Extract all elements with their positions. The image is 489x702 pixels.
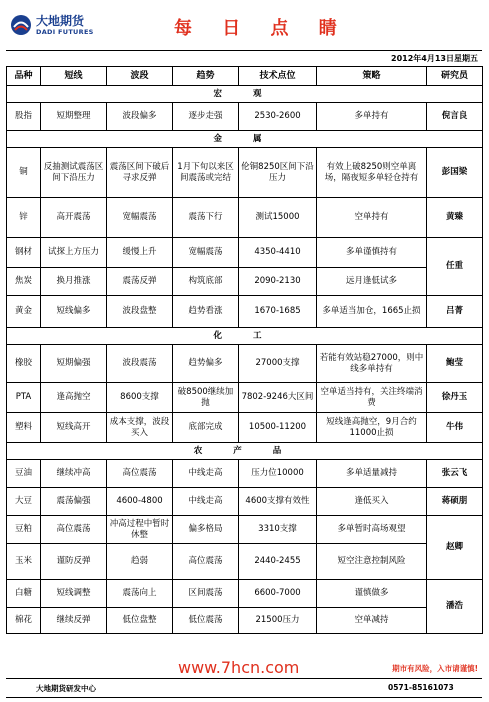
table-cell: 宽幅震荡 [107, 198, 173, 238]
table-cell: 2090-2130 [239, 268, 317, 296]
table-cell: 宽幅震荡 [173, 238, 239, 268]
report-title: 每 日 点 睛 [174, 18, 349, 39]
table-cell: 1670-1685 [239, 296, 317, 328]
table-cell: 焦炭 [7, 268, 41, 296]
table-cell: 测试15000 [239, 198, 317, 238]
table-cell: 10500-11200 [239, 413, 317, 443]
website-watermark: www.7hcn.com [178, 658, 300, 677]
analyst-cell: 吕菁 [427, 296, 483, 328]
table-cell: 7802-9246大区间 [239, 383, 317, 413]
table-cell: 震荡下行 [173, 198, 239, 238]
report-page [6, 4, 482, 698]
table-cell: 反抽测试震荡区间下沿压力 [41, 148, 107, 198]
table-row [7, 516, 483, 544]
table-cell: 中线走高 [173, 488, 239, 516]
table-cell: 大豆 [7, 488, 41, 516]
table-cell: 继续反弹 [41, 608, 107, 634]
table-cell: 豆油 [7, 460, 41, 488]
col-header: 策略 [317, 67, 427, 86]
table-cell: 2530-2600 [239, 103, 317, 131]
analyst-cell: 蒋硕朋 [427, 488, 483, 516]
table-cell: 低位震荡 [173, 608, 239, 634]
col-header: 趋势 [173, 67, 239, 86]
table-row [7, 345, 483, 383]
table-cell: 27000支撑 [239, 345, 317, 383]
table-cell: 多单适当加仓，1665止损 [317, 296, 427, 328]
table-cell: 短线高开 [41, 413, 107, 443]
analyst-cell: 潘浩 [427, 580, 483, 634]
table-cell: 换月推涨 [41, 268, 107, 296]
table-cell: 逢低买入 [317, 488, 427, 516]
table-cell: 远月逢低试多 [317, 268, 427, 296]
table-cell: 震荡区间下破后寻求反弹 [107, 148, 173, 198]
table-cell: 波段盘整 [107, 296, 173, 328]
table-cell: 21500压力 [239, 608, 317, 634]
table-cell: 股指 [7, 103, 41, 131]
table-cell: 有效上破8250则空单离场，隔夜短多单轻仓持有 [317, 148, 427, 198]
table-cell: 8600支撑 [107, 383, 173, 413]
table-cell: 冲高过程中暂时休整 [107, 516, 173, 544]
table-cell: 2440-2455 [239, 544, 317, 580]
analyst-cell: 黄臻 [427, 198, 483, 238]
table-cell: 短期偏强 [41, 345, 107, 383]
table-header-row [7, 67, 483, 86]
table-row [7, 238, 483, 268]
table-cell: 高位震荡 [173, 544, 239, 580]
table-cell: 震荡偏强 [41, 488, 107, 516]
table-cell: 玉米 [7, 544, 41, 580]
section-row [7, 86, 483, 103]
analyst-cell: 牛伟 [427, 413, 483, 443]
table-row [7, 296, 483, 328]
table-row [7, 413, 483, 443]
table-cell: 趋势偏多 [173, 345, 239, 383]
table-cell: 短线调整 [41, 580, 107, 608]
table-cell: 空单减持 [317, 608, 427, 634]
section-row [7, 131, 483, 148]
table-row [7, 383, 483, 413]
table-cell: 趋弱 [107, 544, 173, 580]
table-cell: 震荡向上 [107, 580, 173, 608]
analyst-cell: 彭国梁 [427, 148, 483, 198]
research-center-name: 大地期货研发中心 [36, 684, 96, 693]
logo-english-name: DADI FUTURES [36, 28, 94, 36]
analyst-cell: 张云飞 [427, 460, 483, 488]
report-date: 2012年4月13日星期五 [391, 54, 478, 63]
section-agri: 农 产 品 [7, 443, 483, 460]
table-row [7, 488, 483, 516]
col-header: 技术点位 [239, 67, 317, 86]
table-cell: 中线走高 [173, 460, 239, 488]
contact-phone: 0571-85161073 [388, 683, 454, 692]
table-cell: 区间震荡 [173, 580, 239, 608]
table-cell: 4600支撑有效性 [239, 488, 317, 516]
col-header: 波段 [107, 67, 173, 86]
table-row [7, 198, 483, 238]
table-cell: 4350-4410 [239, 238, 317, 268]
table-cell: 3310支撑 [239, 516, 317, 544]
table-cell: 塑料 [7, 413, 41, 443]
table-cell: 4600-4800 [107, 488, 173, 516]
table-cell: 低位盘整 [107, 608, 173, 634]
table-cell: 试探上方压力 [41, 238, 107, 268]
table-cell: 谨防反弹 [41, 544, 107, 580]
table-cell: 压力位10000 [239, 460, 317, 488]
table-cell: 短空注意控制风险 [317, 544, 427, 580]
table-cell: 铜 [7, 148, 41, 198]
table-cell: 逐步走强 [173, 103, 239, 131]
section-chemicals: 化 工 [7, 328, 483, 345]
report-footer [6, 678, 482, 698]
daily-strategy-table [6, 66, 483, 634]
table-cell: 豆粕 [7, 516, 41, 544]
table-cell: 高位震荡 [41, 516, 107, 544]
table-cell: 1月下旬以来区间震荡或完结 [173, 148, 239, 198]
analyst-cell: 赵卿 [427, 516, 483, 580]
table-cell: 黄金 [7, 296, 41, 328]
table-cell: 震荡反弹 [107, 268, 173, 296]
table-cell: 锌 [7, 198, 41, 238]
table-cell: 逢高抛空 [41, 383, 107, 413]
table-cell: 底部完成 [173, 413, 239, 443]
col-header: 品种 [7, 67, 41, 86]
table-cell: 空单适当持有，关注终端消费 [317, 383, 427, 413]
table-row [7, 460, 483, 488]
dadi-logo-icon [10, 14, 32, 36]
date-bar [6, 50, 482, 67]
section-row [7, 328, 483, 345]
table-cell: 继续冲高 [41, 460, 107, 488]
table-cell: 波段偏多 [107, 103, 173, 131]
analyst-cell: 鲍莹 [427, 345, 483, 383]
table-cell: 高位震荡 [107, 460, 173, 488]
table-cell: 橡胶 [7, 345, 41, 383]
table-cell: 钢材 [7, 238, 41, 268]
analyst-cell: 徐丹玉 [427, 383, 483, 413]
risk-disclaimer: 期市有风险，入市请谨慎! [392, 664, 478, 673]
report-header [6, 4, 482, 48]
table-cell: 若能有效站稳27000，则中线多单持有 [317, 345, 427, 383]
table-row [7, 608, 483, 634]
table-cell: 谨慎做多 [317, 580, 427, 608]
table-cell: 伦铜8250区间下沿压力 [239, 148, 317, 198]
table-cell: 成本支撑，波段买入 [107, 413, 173, 443]
company-logo [10, 12, 114, 42]
table-row [7, 148, 483, 198]
logo-chinese-name: 大地期货 [36, 14, 85, 28]
table-row [7, 268, 483, 296]
table-cell: 棉花 [7, 608, 41, 634]
table-cell: 破8500继续加抛 [173, 383, 239, 413]
table-cell: 高开震荡 [41, 198, 107, 238]
table-row [7, 544, 483, 580]
analyst-cell: 倪言良 [427, 103, 483, 131]
table-cell: 趋势看涨 [173, 296, 239, 328]
table-cell: 空单持有 [317, 198, 427, 238]
section-row [7, 443, 483, 460]
table-row [7, 103, 483, 131]
table-cell: 6600-7000 [239, 580, 317, 608]
table-cell: 缓慢上升 [107, 238, 173, 268]
table-row [7, 580, 483, 608]
table-cell: 构筑底部 [173, 268, 239, 296]
table-cell: 短线偏多 [41, 296, 107, 328]
table-cell: 多单谨慎持有 [317, 238, 427, 268]
col-header: 短线 [41, 67, 107, 86]
table-cell: 多单暂时高场观望 [317, 516, 427, 544]
section-macro: 宏 观 [7, 86, 483, 103]
table-cell: 多单适量减持 [317, 460, 427, 488]
table-cell: PTA [7, 383, 41, 413]
section-metals: 金 属 [7, 131, 483, 148]
table-cell: 多单持有 [317, 103, 427, 131]
analyst-cell: 任重 [427, 238, 483, 296]
col-header: 研究员 [427, 67, 483, 86]
table-cell: 偏多格局 [173, 516, 239, 544]
table-cell: 短线逢高抛空，9月合约11000止损 [317, 413, 427, 443]
table-cell: 短期整理 [41, 103, 107, 131]
table-cell: 波段震荡 [107, 345, 173, 383]
table-cell: 白糖 [7, 580, 41, 608]
